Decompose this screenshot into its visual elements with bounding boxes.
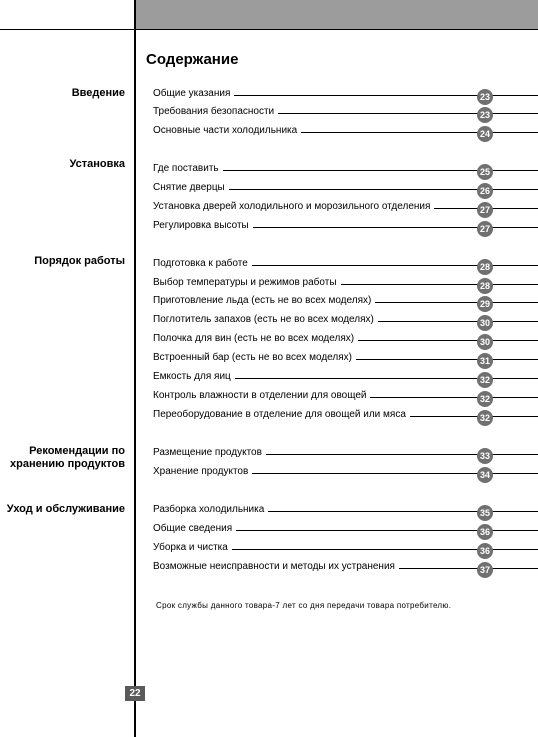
page-badge: 27 (477, 202, 493, 218)
page-badge: 23 (477, 107, 493, 123)
toc-entry-label: Размещение продуктов (153, 447, 266, 459)
toc-entry[interactable] (153, 125, 538, 141)
page-badge: 27 (477, 221, 493, 237)
page-badge: 30 (477, 334, 493, 350)
page-title: Содержание (146, 51, 239, 68)
toc-entry-label: Снятие дверцы (153, 182, 229, 194)
toc-entry[interactable] (153, 277, 538, 293)
toc-entry[interactable] (153, 333, 538, 349)
page-badge: 29 (477, 296, 493, 312)
page-number: 22 (125, 686, 145, 701)
section-operation: Порядок работы (34, 255, 125, 267)
page-badge: 24 (477, 126, 493, 142)
page-badge: 30 (477, 315, 493, 331)
page-badge: 26 (477, 183, 493, 199)
page-badge: 35 (477, 505, 493, 521)
page-badge: 36 (477, 524, 493, 540)
page-badge: 25 (477, 164, 493, 180)
toc-entry[interactable] (153, 409, 538, 425)
toc-entry-label: Емкость для яиц (153, 371, 235, 383)
toc-entry-label: Общие сведения (153, 523, 236, 535)
toc-entry-label: Уборка и чистка (153, 542, 232, 554)
toc-entry-label: Где поставить (153, 163, 223, 175)
header-bar (136, 0, 538, 29)
toc-entry-label: Подготовка к работе (153, 258, 252, 270)
toc-entry-label: Встроенный бар (есть не во всех моделях) (153, 352, 356, 364)
page-badge: 33 (477, 448, 493, 464)
vertical-rule (134, 0, 136, 737)
page-badge: 37 (477, 562, 493, 578)
toc-entry-label: Приготовление льда (есть не во всех моделях) (153, 295, 375, 307)
toc-entry-label: Общие указания (153, 88, 234, 100)
toc-entry[interactable] (153, 542, 538, 558)
toc-entry[interactable] (153, 314, 538, 330)
toc-entry[interactable] (153, 561, 538, 577)
toc-entry[interactable] (153, 447, 538, 463)
toc-entry-label: Поглотитель запахов (есть не во всех моделях) (153, 314, 378, 326)
section-maintenance: Уход и обслуживание (6, 503, 125, 515)
page-badge: 32 (477, 372, 493, 388)
toc-entry[interactable] (153, 504, 538, 520)
toc-entry-label: Переоборудование в отделение для овощей или мяса (153, 409, 410, 421)
toc-entry[interactable] (153, 523, 538, 539)
toc-entry[interactable] (153, 163, 538, 179)
toc-entry-label: Установка дверей холодильного и морозильного отделения (153, 201, 434, 213)
toc-entry[interactable] (153, 182, 538, 198)
toc-entry[interactable] (153, 88, 538, 104)
page-badge: 34 (477, 467, 493, 483)
toc-entry-label: Полочка для вин (есть не во всех моделях) (153, 333, 358, 345)
toc-entry[interactable] (153, 258, 538, 274)
page-badge: 32 (477, 410, 493, 426)
page-badge: 28 (477, 259, 493, 275)
toc-entry-label: Контроль влажности в отделении для овощей (153, 390, 370, 402)
section-storage: Рекомендации по хранению продуктов (10, 445, 125, 470)
section-introduction: Введение (71, 87, 125, 99)
toc-entry[interactable] (153, 201, 538, 217)
toc-entry-label: Разборка холодильника (153, 504, 268, 516)
toc-entry[interactable] (153, 371, 538, 387)
section-installation: Установка (69, 158, 125, 170)
page-badge: 36 (477, 543, 493, 559)
toc-entry[interactable] (153, 220, 538, 236)
toc-entry-label: Требования безопасности (153, 106, 278, 118)
page-badge: 28 (477, 278, 493, 294)
page-badge: 31 (477, 353, 493, 369)
toc-entry[interactable] (153, 295, 538, 311)
toc-entry-label: Возможные неисправности и методы их устранения (153, 561, 399, 573)
toc-entry-label: Регулировка высоты (153, 220, 253, 232)
toc-entry[interactable] (153, 390, 538, 406)
toc-entry-label: Выбор температуры и режимов работы (153, 277, 341, 289)
toc-entry-label: Основные части холодильника (153, 125, 301, 137)
toc-entry[interactable] (153, 466, 538, 482)
page-badge: 32 (477, 391, 493, 407)
footnote: Срок службы данного товара-7 лет со дня передачи товара потребителю. (156, 601, 452, 610)
toc-entry-label: Хранение продуктов (153, 466, 252, 478)
horizontal-rule (0, 29, 538, 30)
toc-entry[interactable] (153, 352, 538, 368)
page-badge: 23 (477, 89, 493, 105)
toc-entry[interactable] (153, 106, 538, 122)
